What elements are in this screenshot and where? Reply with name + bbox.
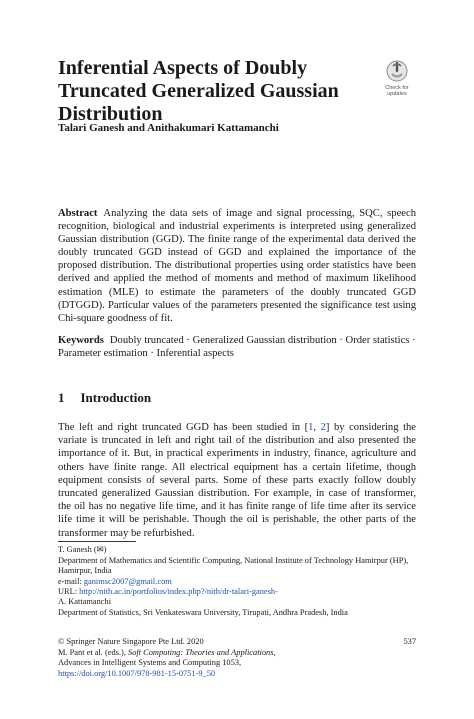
doi-link[interactable]: https://doi.org/10.1007/978-981-15-0751-9_50 <box>58 668 216 678</box>
abstract-label: Abstract <box>58 208 98 219</box>
author-1-affiliation: Department of Mathematics and Scientific Computing, National Institute of Technology Hamirpur (HP), Hamirpur, India <box>58 555 409 576</box>
book-title-end: , <box>273 647 276 657</box>
section-number: 1 <box>58 390 65 405</box>
badge-line-2: updates <box>387 91 407 97</box>
intro-paragraph <box>58 421 416 540</box>
editors-line <box>58 648 416 659</box>
page-number: 537 <box>403 637 416 646</box>
check-for-updates-icon <box>386 60 408 84</box>
email-link[interactable]: ganimsc2007@gmail.com <box>83 576 172 586</box>
citation-link-1[interactable]: 1 <box>308 422 314 433</box>
keywords-label: Keywords <box>58 335 104 346</box>
footnote-author-1 <box>58 545 416 598</box>
copyright: © Springer Nature Singapore Pte Ltd. 2020 <box>58 637 204 646</box>
publication-info <box>58 637 416 679</box>
badge-line-1: Check for <box>385 85 409 91</box>
author-1-email-line <box>58 577 416 588</box>
section-heading <box>58 390 151 406</box>
homepage-link[interactable]: http://nith.ac.in/portfolios/index.php?/nith/dr-talari-ganesh- <box>79 587 278 597</box>
section-title: Introduction <box>80 390 152 405</box>
intro-text-after: ] by considering the variate is truncated in left and right tail of the distribution and also presented the importance of it. But, in practical experiments in industry, finance, agriculture and others have finite range. All electrical equipment has a certain lifetime, though equipment consists of several parts. Some of these parts exactly follow doubly truncated generalized Gaussian distribution. For example, in case of transformer, the oil has no negative life time, and it has finite range of life time after its service life time it will be perishable. Though the oil is perishable, the other parts of the transformer may be refurbished. <box>58 422 417 539</box>
email-label: e-mail: <box>58 576 84 586</box>
badge-label <box>385 85 409 97</box>
author-2-name: A. Kattamanchi <box>58 597 112 606</box>
series: Advances in Intelligent Systems and Computing 1053, <box>58 658 242 668</box>
footnote-divider <box>58 541 136 542</box>
author-2-affiliation: Department of Statistics, Sri Venkateswara University, Tirupati, Andhra Pradesh, India <box>58 607 348 617</box>
intro-text-between: , <box>313 422 321 433</box>
paper-title: Inferential Aspects of Doubly Truncated Generalized Gaussian Distribution <box>58 57 339 125</box>
editors: M. Pant et al. (eds.), <box>58 647 129 657</box>
copyright-line <box>58 637 416 648</box>
footnote-author-2 <box>58 597 416 618</box>
keywords <box>58 334 416 360</box>
abstract <box>58 207 416 325</box>
keywords-text: Doubly truncated · Generalized Gaussian distribution · Order statistics · Parameter estimation · Inferential aspects <box>58 335 416 360</box>
author-1-name: T. Ganesh (✉) <box>58 545 107 554</box>
authors: Talari Ganesh and Anithakumari Kattamanchi <box>58 122 279 134</box>
url-label: URL: <box>58 587 80 597</box>
abstract-text: Analyzing the data sets of image and signal processing, SQC, speech recognition, biological and industrial experiments is interpreted using generalized Gaussian distribution (GGD). The finite range of the experimental data derived the doubly truncated GGD instead of GGD and explained the importance of the proposed distribution. The distributional properties using order statistics have been derived and applied the method of moments and method of maximum likelihood estimation (MLE) to estimate the parameters of the doubly truncated GGD (DTGGD). Particular values of the parameters presented the significance test using Chi-square goodness of fit. <box>58 208 416 324</box>
book-title: Soft Computing: Theories and Applications <box>128 647 274 657</box>
intro-text-before: The left and right truncated GGD has been studied in [ <box>58 422 309 433</box>
citation-link-2[interactable]: 2 <box>320 422 326 433</box>
check-for-updates-badge[interactable] <box>379 60 415 100</box>
